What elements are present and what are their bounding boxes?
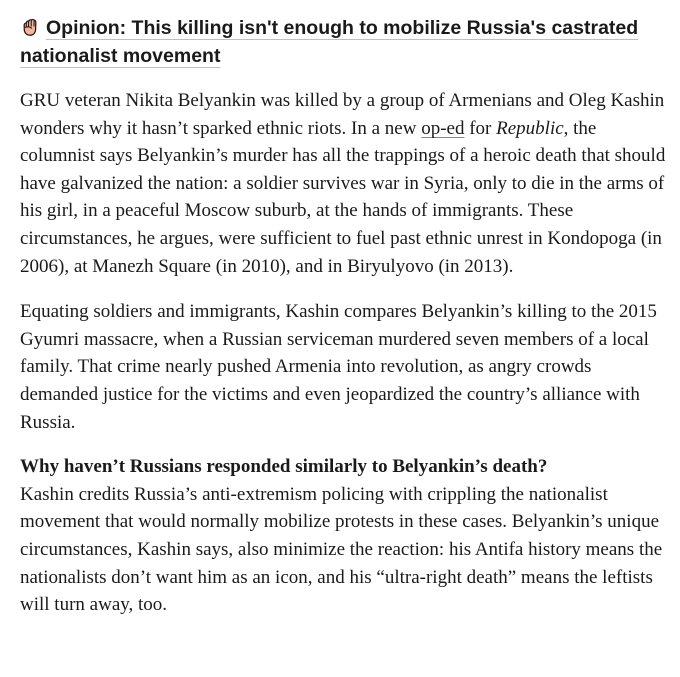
paragraph-3 [20,453,666,619]
p1-rest: , the columnist says Belyankin’s murder has all the trappings of a heroic death that should have galvanized the nation: a soldier survives war in Syria, only to die in the arms of his girl, in a peaceful Moscow suburb, at the hands of immigrants. These circumstances, he argues, were sufficient to fuel past ethnic unrest in Kondopoga (in 2006), at Manezh Square (in 2010), and in Biryulyovo (in 2013). [20,117,666,277]
paragraph-1 [20,87,666,280]
article [20,14,666,619]
p1-intro: GRU veteran Nikita Belyankin was killed by a group of Armenians and Oleg Kashin wonders why it hasn’t sparked ethnic riots. In a new [20,90,665,139]
p1-for: for [464,117,497,139]
p3-body: Kashin credits Russia’s anti-extremism policing with crippling the nationalist movement that would normally mobilize protests in these cases. Belyankin’s unique circumstances, Kashin says, also minimize the reaction: his Antifa history means the nationalists don’t want him as an icon, and his “ultra-right death” means the leftists will turn away, too. [20,483,663,616]
paragraph-2: Equating soldiers and immigrants, Kashin compares Belyankin’s killing to the 2015 Gyumri massacre, when a Russian serviceman murdered seven members of a local family. That crime nearly pushed Armenia into revolution, as angry crowds demanded justice for the victims and even jeopardized the country’s alliance with Russia. [20,301,657,433]
headline [20,14,666,70]
subheading: Why haven’t Russians responded similarly to Belyankin’s death? [20,456,548,478]
raised-fist-icon [20,17,40,37]
publication-name: Republic [496,117,564,139]
op-ed-link[interactable]: op-ed [421,117,465,139]
headline-text[interactable]: Opinion: This killing isn't enough to mobilize Russia's castrated nationalist movement [20,17,639,67]
